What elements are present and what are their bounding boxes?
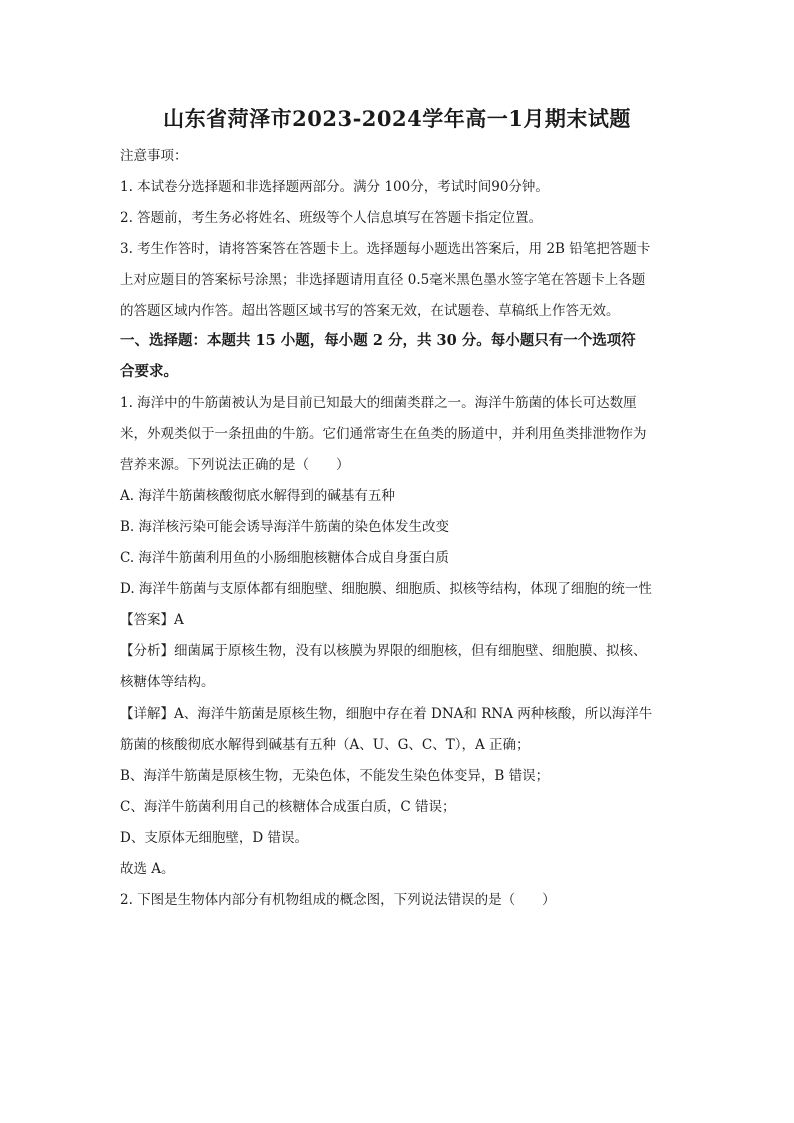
conclusion: 故选 A。 xyxy=(120,861,175,877)
detail: D、支原体无细胞壁，D 错误。 xyxy=(120,830,308,846)
option-d: D. 海洋牛筋菌与支原体都有细胞壁、细胞膜、细胞质、拟核等结构，体现了细胞的统一性 xyxy=(120,581,652,597)
question-stem: 1. 海洋中的牛筋菌被认为是目前已知最大的细菌类群之一。海洋牛筋菌的体长可达数厘 xyxy=(120,395,637,411)
question-stem: 米，外观类似于一条扭曲的牛筋。它们通常寄生在鱼类的肠道中，并利用鱼类排泄物作为 xyxy=(120,426,647,442)
notice-item: 的答题区域内作答。超出答题区域书写的答案无效，在试题卷、草稿纸上作答无效。 xyxy=(120,303,620,319)
notice-item: 上对应题目的答案标号涂黑；非选择题请用直径 0.5毫米黑色墨水签字笔在答题卡上各题 xyxy=(120,272,646,288)
detail: C、海洋牛筋菌利用自己的核糖体合成蛋白质，C 错误； xyxy=(120,799,456,815)
detail: 【详解】A、海洋牛筋菌是原核生物，细胞中存在着 DNA和 RNA 两种核酸，所以海洋牛 xyxy=(120,706,653,722)
answer: 【答案】A xyxy=(120,612,184,628)
question-stem: 2. 下图是生物体内部分有机物组成的概念图，下列说法错误的是（ ） xyxy=(120,892,556,908)
detail: 筋菌的核酸彻底水解得到碱基有五种（A、U、G、C、T），A 正确； xyxy=(120,737,530,753)
section-heading: 合要求。 xyxy=(120,363,178,380)
notice-item: 1. 本试卷分选择题和非选择题两部分。满分 100分，考试时间90分钟。 xyxy=(120,179,549,195)
notice-item: 2. 答题前，考生务必将姓名、班级等个人信息填写在答题卡指定位置。 xyxy=(120,210,543,226)
analysis: 核糖体等结构。 xyxy=(120,674,215,690)
option-b: B. 海洋核污染可能会诱导海洋牛筋菌的染色体发生改变 xyxy=(120,519,450,535)
document-title: 山东省菏泽市2023-2024学年高一1月期末试题 xyxy=(163,106,631,131)
section-heading: 一、选择题：本题共 15 小题，每小题 2 分，共 30 分。每小题只有一个选项符 xyxy=(120,332,636,349)
detail: B、海洋牛筋菌是原核生物，无染色体，不能发生染色体变异，B 错误； xyxy=(120,768,550,784)
notice-item: 3. 考生作答时，请将答案答在答题卡上。选择题每小题选出答案后，用 2B 铅笔把答题卡 xyxy=(120,241,651,257)
notice-heading: 注意事项： xyxy=(120,148,188,164)
question-stem: 营养来源。下列说法正确的是（ ） xyxy=(120,457,350,473)
analysis: 【分析】细菌属于原核生物，没有以核膜为界限的细胞核，但有细胞壁、细胞膜、拟核、 xyxy=(120,643,647,659)
option-c: C. 海洋牛筋菌利用鱼的小肠细胞核糖体合成自身蛋白质 xyxy=(120,550,449,566)
option-a: A. 海洋牛筋菌核酸彻底水解得到的碱基有五种 xyxy=(120,488,395,504)
